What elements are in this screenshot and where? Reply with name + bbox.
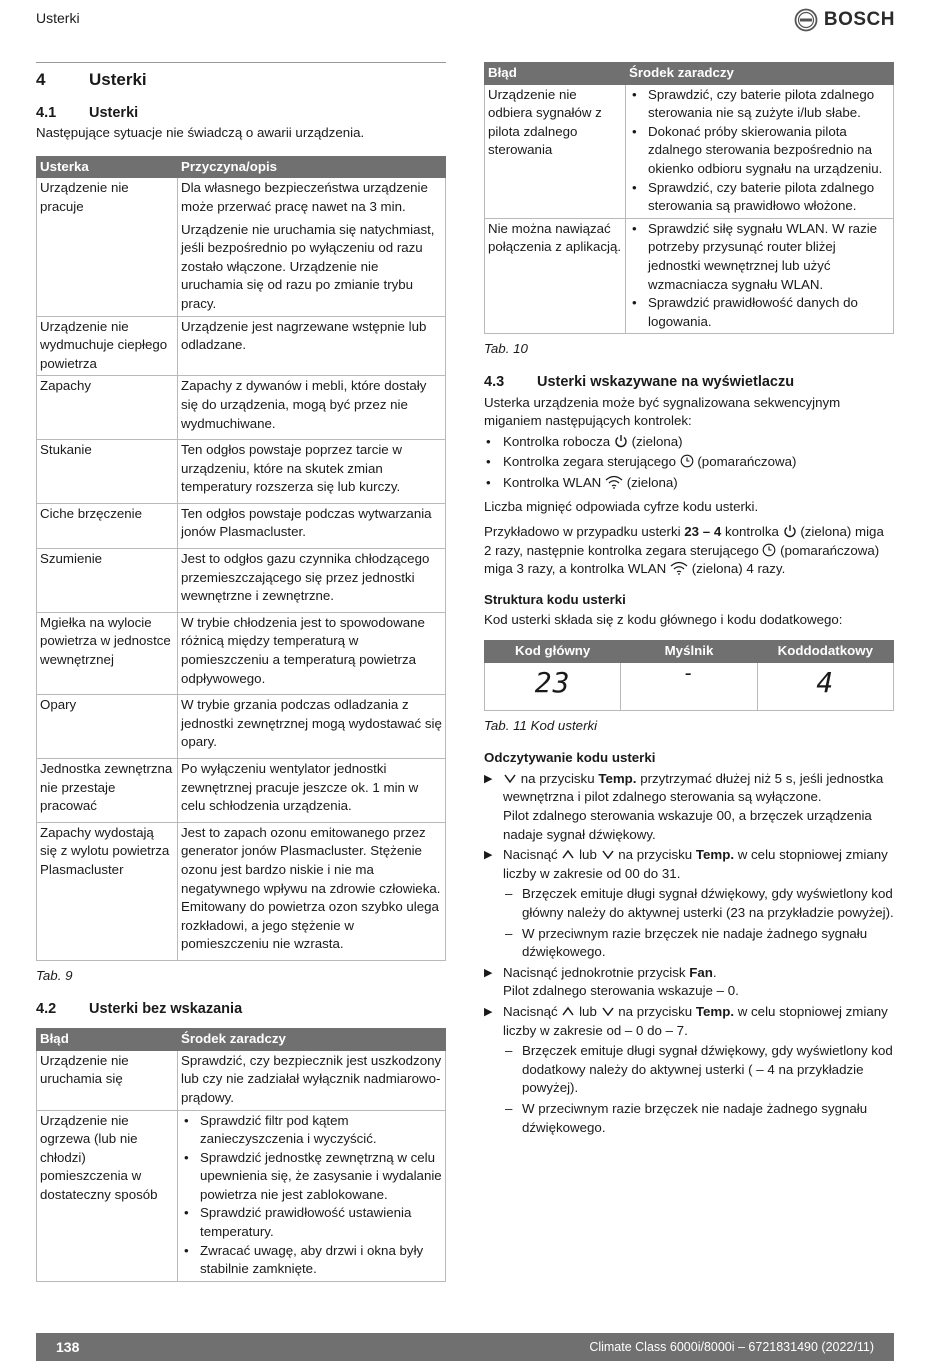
subheading: Odczytywanie kodu usterki bbox=[484, 750, 656, 766]
document-reference: Climate Class 6000i/8000i – 6721831490 (2022/11) bbox=[589, 1340, 874, 1354]
list-item bbox=[484, 474, 894, 493]
table-row bbox=[485, 218, 894, 334]
cell-text: Zapachy z dywanów i mebli, które dostały się do urządzenia, mogą być przez nie wydmuchiwane. bbox=[181, 378, 427, 431]
list-item: • Sprawdzić prawidłowość danych do logowania. bbox=[629, 294, 890, 331]
list-item: – W przeciwnym razie brzęczek nie nadaje żadnego sygnału dźwiękowego. bbox=[503, 1100, 894, 1137]
text: (zielona) miga 2 razy, następnie kontrolka zegara sterującego bbox=[484, 524, 884, 558]
table-cell bbox=[178, 316, 446, 376]
cell-text: Ten odgłos powstaje podczas wytwarzania jonów Plasmacluster. bbox=[181, 505, 432, 540]
table-10 bbox=[484, 62, 894, 334]
bullet-list bbox=[629, 220, 890, 332]
running-header: Usterki bbox=[36, 10, 80, 26]
table-9 bbox=[36, 156, 446, 961]
list-item: – Brzęczek emituje długi sygnał dźwiękowy, gdy wyświetlony kod główny należy do aktywnej usterki (23 na przykładzie powyżej). bbox=[503, 885, 894, 922]
list-item bbox=[484, 846, 894, 962]
segment-display: - bbox=[682, 660, 696, 685]
cell-text: Jest to odgłos gazu czynnika chłodzącego przemieszczającego się przez jednostki wewnętrzne i zewnętrzne. bbox=[181, 551, 430, 604]
list-item: • Sprawdzić, czy baterie pilota zdalnego sterowania są prawidłowo włożone. bbox=[629, 179, 890, 216]
table-no-indication bbox=[36, 1028, 446, 1282]
table-cell: Zapachy wydostają się z wylotu powietrza Plasmacluster bbox=[37, 822, 178, 960]
paragraph: Liczba mignięć odpowiada cyfrze kodu usterki. bbox=[484, 499, 759, 515]
power-icon bbox=[783, 524, 797, 538]
table-row bbox=[37, 316, 446, 376]
table-cell bbox=[757, 662, 893, 710]
table-row bbox=[485, 84, 894, 218]
table-cell bbox=[178, 612, 446, 694]
list-item: • Sprawdzić, czy baterie pilota zdalnego sterowania nie są zużyte i/lub słabe. bbox=[629, 86, 890, 123]
list-item: • Sprawdzić prawidłowość ustawienia temperatury. bbox=[181, 1204, 442, 1241]
text: Nacisnąć jednokrotnie przycisk bbox=[503, 964, 686, 980]
error-code: 23 – 4 bbox=[684, 524, 722, 540]
table-cell: Urządzenie nie uruchamia się bbox=[37, 1050, 178, 1110]
clock-icon bbox=[680, 454, 694, 468]
table-header: Koddodatkowy bbox=[757, 641, 893, 663]
right-column bbox=[484, 62, 894, 1139]
table-cell: Stukanie bbox=[37, 440, 178, 504]
text: Przykładowo w przypadku usterki bbox=[484, 524, 681, 540]
table-row bbox=[37, 1050, 446, 1110]
table-cell: Zapachy bbox=[37, 376, 178, 440]
table-cell bbox=[621, 662, 757, 710]
chapter-heading bbox=[36, 71, 446, 90]
bosch-logo bbox=[794, 8, 895, 32]
item-text: (zielona) bbox=[631, 433, 683, 449]
section-number: 4.2 bbox=[36, 1000, 57, 1017]
item-text: Kontrolka zegara sterującego bbox=[503, 454, 676, 470]
bullet-list bbox=[629, 86, 890, 216]
table-caption: Tab. 10 bbox=[484, 341, 528, 357]
text: lub bbox=[579, 847, 597, 863]
text: (zielona) 4 razy. bbox=[691, 561, 786, 577]
button-name: Temp. bbox=[695, 847, 735, 863]
table-cell: Urządzenie nie ogrzewa (lub nie chłodzi) pomieszczenia w dostateczny sposób bbox=[37, 1110, 178, 1281]
list-item bbox=[484, 964, 894, 1001]
left-column bbox=[36, 62, 446, 1282]
table-cell bbox=[626, 84, 894, 218]
table-cell: Nie można nawiązać połączenia z aplikacją. bbox=[485, 218, 626, 334]
table-row bbox=[37, 178, 446, 316]
table-cell bbox=[178, 503, 446, 548]
table-header: Błąd bbox=[37, 1029, 178, 1051]
list-item: • Sprawdzić filtr pod kątem zanieczyszczenia i wyczyścić. bbox=[181, 1112, 442, 1149]
clock-icon bbox=[762, 543, 776, 557]
text: na przycisku bbox=[520, 770, 595, 786]
item-text: (pomarańczowa) bbox=[697, 454, 797, 470]
section-number: 4.3 bbox=[484, 373, 505, 390]
table-cell bbox=[178, 1110, 446, 1281]
dash-list bbox=[503, 885, 894, 961]
item-text: Kontrolka robocza bbox=[503, 433, 611, 449]
chapter-rule bbox=[36, 62, 446, 63]
list-item: – W przeciwnym razie brzęczek nie nadaje żadnego sygnału dźwiękowego. bbox=[503, 925, 894, 962]
item-text: Kontrolka WLAN bbox=[503, 474, 602, 490]
cell-text: Urządzenie jest nagrzewane wstępnie lub odladzane. bbox=[181, 318, 427, 353]
page-number: 138 bbox=[56, 1339, 80, 1355]
button-name: Temp. bbox=[695, 1003, 735, 1019]
item-text: (zielona) bbox=[626, 474, 678, 490]
section-intro: Usterka urządzenia może być sygnalizowana sekwencyjnym miganiem następujących kontrolek: bbox=[484, 394, 841, 429]
table-cell bbox=[178, 759, 446, 823]
table-cell bbox=[178, 376, 446, 440]
table-row bbox=[37, 822, 446, 960]
bosch-armature-icon bbox=[794, 8, 818, 32]
table-header: Kod główny bbox=[485, 641, 621, 663]
table-cell bbox=[178, 440, 446, 504]
chevron-down-icon bbox=[601, 847, 615, 861]
list-item: • Sprawdzić jednostkę zewnętrzną w celu upewnienia się, że zasysanie i wydalanie powietrza nie jest zablokowane. bbox=[181, 1149, 442, 1205]
table-row bbox=[37, 549, 446, 613]
subheading: Struktura kodu usterki bbox=[484, 591, 626, 607]
table-cell: Ciche brzęczenie bbox=[37, 503, 178, 548]
indicator-list bbox=[484, 433, 894, 493]
chevron-down-icon bbox=[601, 1004, 615, 1018]
table-cell: Opary bbox=[37, 695, 178, 759]
section-4-3-heading bbox=[484, 373, 894, 392]
table-header: Myślnik bbox=[621, 641, 757, 663]
table-cell: Urządzenie nie pracuje bbox=[37, 178, 178, 316]
table-row bbox=[485, 662, 894, 710]
table-cell bbox=[178, 822, 446, 960]
table-row bbox=[37, 695, 446, 759]
list-item: • Sprawdzić siłę sygnału WLAN. W razie potrzeby przysunąć router bliżej jednostki wewnętrznej lub użyć wzmacniacza sygnału WLAN. bbox=[629, 220, 890, 294]
table-row bbox=[37, 440, 446, 504]
section-intro: Następujące sytuacje nie świadczą o awarii urządzenia. bbox=[36, 125, 365, 141]
text: przytrzymać dłużej niż 5 s, jeśli jednostka wewnętrzna i pilot zdalnego sterowania są wyłączone. bbox=[503, 770, 884, 805]
text: lub bbox=[579, 1003, 597, 1019]
bullet-list bbox=[181, 1112, 442, 1279]
table-row bbox=[37, 612, 446, 694]
table-row bbox=[37, 503, 446, 548]
result-text: Pilot zdalnego sterowania wskazuje 00, a brzęczek urządzenia nadaje sygnał dźwiękowy. bbox=[503, 808, 872, 842]
segment-display: 4 bbox=[816, 665, 835, 699]
text: na przycisku bbox=[618, 847, 693, 863]
table-header: Przyczyna/opis bbox=[178, 156, 446, 178]
table-row bbox=[37, 1110, 446, 1281]
table-cell: Sprawdzić, czy bezpiecznik jest uszkodzony lub czy nie zadziałał wyłącznik nadmiarowo-prądowy. bbox=[178, 1050, 446, 1110]
table-cell bbox=[485, 662, 621, 710]
list-item: • Dokonać próby skierowania pilota zdalnego sterowania bezpośrednio na okienko odbioru sygnału na urządzeniu. bbox=[629, 123, 890, 179]
table-header: Usterka bbox=[37, 156, 178, 178]
section-number: 4.1 bbox=[36, 104, 57, 121]
table-row bbox=[37, 376, 446, 440]
text: Nacisnąć bbox=[503, 847, 558, 863]
table-cell: Urządzenie nie wydmuchuje ciepłego powietrza bbox=[37, 316, 178, 376]
power-icon bbox=[614, 434, 628, 448]
text: w celu stopniowej zmiany liczby w zakresie od – 0 do – 7. bbox=[503, 1003, 888, 1038]
cell-text: Po wyłączeniu wentylator jednostki zewnętrznej pracuje jeszcze ok. 1 min w celu schłodzenia urządzenia. bbox=[181, 761, 419, 814]
table-header: Środek zaradczy bbox=[178, 1029, 446, 1051]
section-title: Usterki bez wskazania bbox=[89, 1000, 243, 1017]
list-item bbox=[484, 770, 894, 844]
button-name: Fan bbox=[689, 964, 713, 980]
section-4-2-heading bbox=[36, 1000, 446, 1019]
page-footer bbox=[36, 1333, 894, 1361]
segment-display: 23 bbox=[534, 665, 571, 699]
table-caption: Tab. 11 Kod usterki bbox=[484, 717, 598, 733]
section-title: Usterki wskazywane na wyświetlaczu bbox=[537, 373, 795, 390]
text: na przycisku bbox=[618, 1003, 693, 1019]
dash-list bbox=[503, 1042, 894, 1137]
text: kontrolka bbox=[724, 524, 779, 540]
table-cell bbox=[626, 218, 894, 334]
cell-text: W trybie chłodzenia jest to spowodowane różnicą między temperaturą w pomieszczeniu a temperaturą powietrza odpływowego. bbox=[181, 614, 425, 686]
cell-text: Jest to zapach ozonu emitowanego przez generator jonów Plasmacluster. Stężenie ozonu jest bardzo niskie i nie ma negatywnego wpływu na zdrowie człowieka. Emitowany do powietrza ozon szybko ulega rozkładowi, a jego stężenie w pomieszczeniu nie wzrasta. bbox=[181, 824, 441, 952]
table-header: Błąd bbox=[485, 63, 626, 85]
cell-text: W trybie grzania podczas odladzania z jednostki zewnętrznej mogą wydostawać się opary. bbox=[181, 697, 442, 750]
brand-wordmark: BOSCH bbox=[823, 9, 895, 30]
chevron-up-icon bbox=[561, 1004, 575, 1018]
table-cell bbox=[178, 549, 446, 613]
table-11-code bbox=[484, 640, 894, 711]
table-cell bbox=[178, 695, 446, 759]
section-title: Usterki bbox=[89, 104, 139, 121]
chevron-down-icon bbox=[503, 771, 517, 785]
list-item bbox=[484, 1003, 894, 1137]
chevron-up-icon bbox=[561, 847, 575, 861]
table-cell: Jednostka zewnętrzna nie przestaje pracować bbox=[37, 759, 178, 823]
list-item: • Zwracać uwagę, aby drzwi i okna były stabilnie zamknięte. bbox=[181, 1242, 442, 1279]
table-cell: Szumienie bbox=[37, 549, 178, 613]
chapter-title: Usterki bbox=[89, 70, 147, 89]
text: Nacisnąć bbox=[503, 1003, 558, 1019]
cell-text: Dla własnego bezpieczeństwa urządzenie może przerwać pracę nawet na 3 min. bbox=[181, 180, 428, 214]
text: w celu stopniowej zmiany liczby w zakresie od 00 do 31. bbox=[503, 847, 888, 881]
table-caption: Tab. 9 bbox=[36, 967, 73, 983]
table-cell: Urządzenie nie odbiera sygnałów z pilota zdalnego sterowania bbox=[485, 84, 626, 218]
example-paragraph bbox=[484, 523, 894, 579]
table-row bbox=[37, 759, 446, 823]
step-list bbox=[484, 770, 894, 1137]
paragraph: Kod usterki składa się z kodu głównego i kodu dodatkowego: bbox=[484, 612, 843, 628]
list-item: – Brzęczek emituje długi sygnał dźwiękowy, gdy wyświetlony kod dodatkowy należy do aktywnej usterki ( – 4 na przykładzie powyżej). bbox=[503, 1042, 894, 1098]
table-cell bbox=[178, 178, 446, 316]
list-item bbox=[484, 433, 894, 452]
table-cell: Mgiełka na wylocie powietrza w jednostce wewnętrznej bbox=[37, 612, 178, 694]
table-header: Środek zaradczy bbox=[626, 63, 894, 85]
text: . bbox=[712, 964, 717, 980]
wifi-icon bbox=[605, 475, 623, 489]
chapter-number: 4 bbox=[36, 70, 46, 89]
section-4-1-heading bbox=[36, 104, 446, 123]
cell-text: Urządzenie nie uruchamia się natychmiast, jeśli bezpośrednio po wyłączeniu od razu zostało włączone. Urządzenie nie uruchamia się od razu po zmianie trybu pracy. bbox=[181, 221, 435, 311]
cell-text: Ten odgłos powstaje poprzez tarcie w urządzeniu, które na skutek zmian temperatury rozszerza się lub kurczy. bbox=[181, 442, 402, 495]
list-item bbox=[484, 453, 894, 472]
result-text: Pilot zdalnego sterowania wskazuje – 0. bbox=[503, 983, 739, 999]
button-name: Temp. bbox=[598, 770, 637, 786]
wifi-icon bbox=[670, 561, 688, 575]
text: (pomarańczowa) miga 3 razy, a kontrolka WLAN bbox=[484, 542, 880, 577]
